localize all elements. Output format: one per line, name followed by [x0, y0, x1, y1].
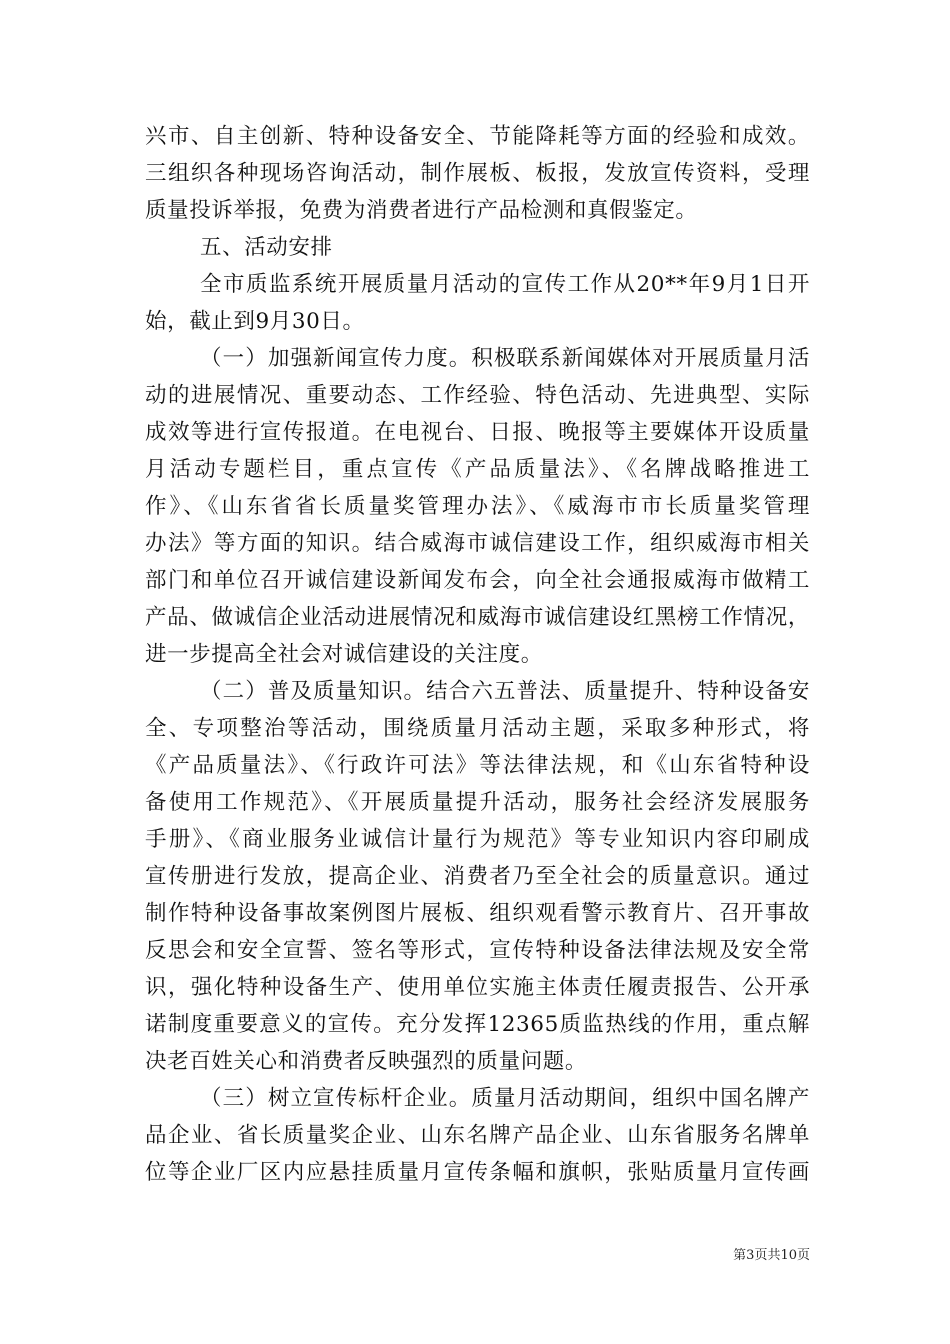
paragraph-line: 部门和单位召开诚信建设新闻发布会，向全社会通报威海市做精工 [145, 568, 810, 593]
paragraph-line: 《产品质量法》、《行政许可法》等法律法规，和《山东省特种设 [145, 753, 810, 778]
paragraph-line: 手册》、《商业服务业诚信计量行为规范》等专业知识内容印刷成 [145, 827, 810, 852]
paragraph-line: 月活动专题栏目，重点宣传《产品质量法》、《名牌战略推进工 [145, 457, 810, 482]
paragraph-line: 全市质监系统开展质量月活动的宣传工作从20**年9月1日开 [200, 272, 810, 297]
paragraph-line: 作》、《山东省省长质量奖管理办法》、《威海市市长质量奖管理 [145, 494, 810, 519]
paragraph-line: 决老百姓关心和消费者反映强烈的质量问题。 [145, 1049, 588, 1074]
paragraph-line: 产品、做诚信企业活动进展情况和威海市诚信建设红黑榜工作情况， [145, 605, 810, 630]
paragraph-line: （二）普及质量知识。结合六五普法、质量提升、特种设备安 [200, 679, 810, 704]
paragraph-line: 动的进展情况、重要动态、工作经验、特色活动、先进典型、实际 [145, 383, 810, 408]
paragraph-line: 进一步提高全社会对诚信建设的关注度。 [145, 642, 543, 667]
paragraph-line: （三）树立宣传标杆企业。质量月活动期间，组织中国名牌产 [200, 1086, 810, 1111]
paragraph-line: 品企业、省长质量奖企业、山东名牌产品企业、山东省服务名牌单 [145, 1123, 810, 1148]
paragraph-line: 质量投诉举报，免费为消费者进行产品检测和真假鉴定。 [145, 198, 698, 223]
paragraph-line: 诺制度重要意义的宣传。充分发挥12365质监热线的作用，重点解 [145, 1012, 810, 1037]
paragraph-line: 备使用工作规范》、《开展质量提升活动，服务社会经济发展服务 [145, 790, 810, 815]
paragraph-line: 始，截止到9月30日。 [145, 309, 365, 334]
paragraph-line: （一）加强新闻宣传力度。积极联系新闻媒体对开展质量月活 [200, 346, 810, 371]
page-number: 第3页共10页 [733, 1248, 810, 1263]
paragraph-line: 反思会和安全宣誓、签名等形式，宣传特种设备法律法规及安全常 [145, 938, 810, 963]
paragraph-line: 成效等进行宣传报道。在电视台、日报、晚报等主要媒体开设质量 [145, 420, 810, 445]
paragraph-line: 三组织各种现场咨询活动，制作展板、板报，发放宣传资料，受理 [145, 161, 810, 186]
paragraph-line: 制作特种设备事故案例图片展板、组织观看警示教育片、召开事故 [145, 901, 810, 926]
paragraph-line: 宣传册进行发放，提高企业、消费者乃至全社会的质量意识。通过 [145, 864, 810, 889]
paragraph-line: 位等企业厂区内应悬挂质量月宣传条幅和旗帜，张贴质量月宣传画 [145, 1160, 810, 1185]
paragraph-line: 兴市、自主创新、特种设备安全、节能降耗等方面的经验和成效。 [145, 124, 810, 149]
paragraph-line: 办法》等方面的知识。结合威海市诚信建设工作，组织威海市相关 [145, 531, 810, 556]
paragraph-line: 识，强化特种设备生产、使用单位实施主体责任履责报告、公开承 [145, 975, 810, 1000]
paragraph-line: 全、专项整治等活动，围绕质量月活动主题，采取多种形式，将 [145, 716, 810, 741]
section-heading: 五、活动安排 [200, 235, 333, 260]
